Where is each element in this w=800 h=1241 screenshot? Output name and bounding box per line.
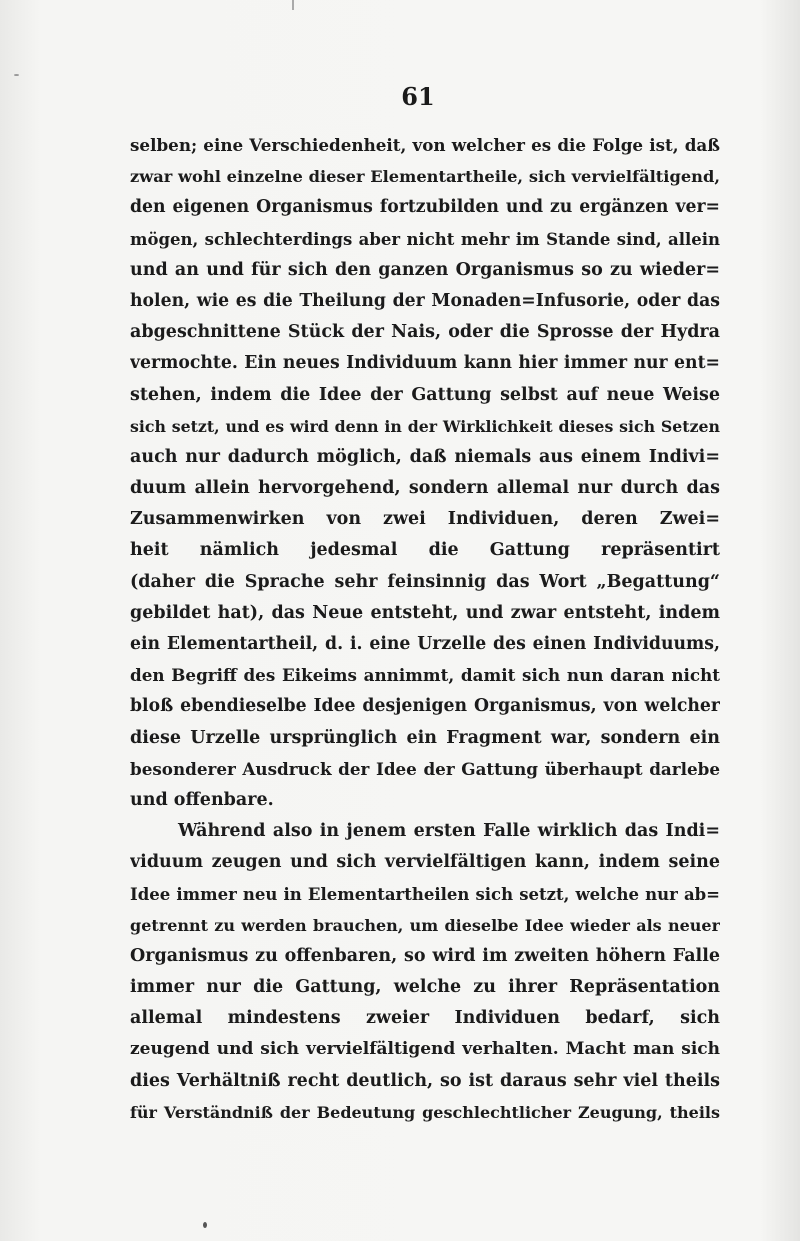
text-line: viduum zeugen und sich vervielfältigen kann, indem seine [130, 852, 720, 873]
scan-mark-top [292, 0, 294, 10]
text-line: mögen, schlechterdings aber nicht mehr im Stande sind, allein [130, 229, 720, 249]
text-line: den eigenen Organismus fortzubilden und zu ergänzen ver= [130, 197, 720, 218]
text-line: Zusammenwirken von zwei Individuen, deren Zwei= [130, 509, 720, 530]
paper-speck [14, 74, 19, 76]
text-line: abgeschnittene Stück der Nais, oder die Sprosse der Hydra [130, 322, 720, 343]
text-line: stehen, indem die Idee der Gattung selbst auf neue Weise [130, 384, 720, 405]
text-line: auch nur dadurch möglich, daß niemals aus einem Indivi= [130, 446, 720, 467]
text-line: heit nämlich jedesmal die Gattung repräsentirt [130, 540, 720, 561]
text-line: diese Urzelle ursprünglich ein Fragment war, sondern ein [130, 727, 720, 748]
text-line: bloß ebendieselbe Idee desjenigen Organismus, von welcher [130, 696, 720, 717]
text-line: und an und für sich den ganzen Organismus so zu wieder= [130, 259, 720, 280]
text-line: vermochte. Ein neues Individuum kann hier immer nur ent= [130, 353, 720, 374]
body-text [130, 130, 720, 1128]
text-line: selben; eine Verschiedenheit, von welcher es die Folge ist, daß [130, 135, 720, 155]
text-line: dies Verhältniß recht deutlich, so ist daraus sehr viel theils [130, 1070, 720, 1091]
text-line: für Verständniß der Bedeutung geschlechtlicher Zeugung, theils [130, 1102, 720, 1122]
text-line: besonderer Ausdruck der Idee der Gattung überhaupt darlebe [130, 758, 720, 779]
page-number: 61 [401, 82, 435, 111]
text-line: sich setzt, und es wird denn in der Wirklichkeit dieses sich Setzen [130, 416, 720, 436]
text-line: getrennt zu werden brauchen, um dieselbe Idee wieder als neuer [130, 915, 720, 935]
text-line: immer nur die Gattung, welche zu ihrer Repräsentation [130, 977, 720, 998]
paper-speck [203, 1222, 207, 1228]
text-line: zwar wohl einzelne dieser Elementartheile, sich vervielfältigend, [130, 167, 720, 187]
paragraph-start-line: Während also in jenem ersten Falle wirklich das Indi= [178, 821, 720, 842]
text-line: ein Elementartheil, d. i. eine Urzelle des einen Individuums, [130, 634, 720, 654]
text-line: duum allein hervorgehend, sondern allemal nur durch das [130, 478, 720, 499]
text-line: (daher die Sprache sehr feinsinnig das Wort „Begattung“ [130, 571, 720, 592]
text-line: Organismus zu offenbaren, so wird im zweiten höhern Falle [130, 945, 720, 966]
text-line: allemal mindestens zweier Individuen bedarf, sich [130, 1008, 720, 1029]
text-line: gebildet hat), das Neue entsteht, und zwar entsteht, indem [130, 602, 720, 623]
text-line: zeugend und sich vervielfältigend verhalten. Macht man sich [130, 1039, 720, 1060]
text-line: holen, wie es die Theilung der Monaden=Infusorie, oder das [130, 290, 720, 311]
text-line: Idee immer neu in Elementartheilen sich setzt, welche nur ab= [130, 884, 720, 904]
text-line: den Begriff des Eikeims annimmt, damit sich nun daran nicht [130, 665, 720, 686]
paragraph-end-line: und offenbare. [130, 789, 274, 810]
